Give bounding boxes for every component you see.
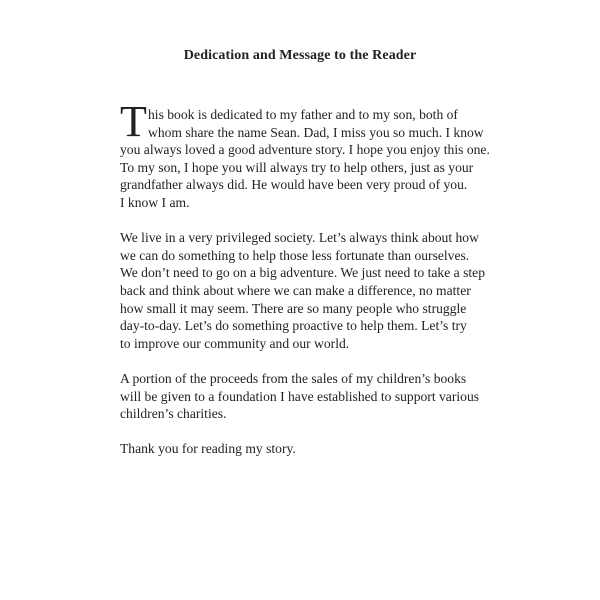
text-line: We don’t need to go on a big adventure. We just need to take a step bbox=[120, 265, 485, 281]
text-line: Thank you for reading my story. bbox=[120, 441, 296, 457]
text-line: will be given to a foundation I have established to support various bbox=[120, 388, 480, 404]
text-line: his book is dedicated to my father and to my son, both of bbox=[148, 107, 458, 122]
text-line: grandfather always did. He would have been very proud of you. bbox=[120, 177, 468, 193]
text-line: day-to-day. Let’s do something proactive to help them. Let’s try bbox=[120, 318, 467, 334]
text-line: To my son, I hope you will always try to help others, just as your bbox=[120, 159, 474, 175]
paragraph-thanks bbox=[120, 440, 530, 458]
text-line: I know I am. bbox=[120, 194, 190, 210]
text-line: We live in a very privileged society. Let’s always think about how bbox=[120, 230, 479, 246]
paragraph-proceeds bbox=[120, 370, 530, 423]
text-line: back and think about where we can make a difference, no matter bbox=[120, 282, 471, 298]
text-line: whom share the name Sean. Dad, I miss you so much. I know bbox=[148, 124, 484, 140]
text-line: A portion of the proceeds from the sales of my children’s books bbox=[120, 370, 467, 386]
text-line: children’s charities. bbox=[120, 406, 227, 422]
body-text bbox=[120, 97, 530, 475]
page-title: Dedication and Message to the Reader bbox=[183, 48, 417, 63]
paragraph-society bbox=[120, 229, 530, 352]
text-line: to improve our community and our world. bbox=[120, 335, 350, 351]
drop-cap: T bbox=[120, 97, 147, 146]
text-line: we can do something to help those less fortunate than ourselves. bbox=[120, 247, 470, 263]
text-line: how small it may seem. There are so many people who struggle bbox=[120, 300, 467, 316]
paragraph-dedication bbox=[120, 97, 530, 212]
text-line: you always loved a good adventure story. I hope you enjoy this one. bbox=[120, 142, 490, 158]
